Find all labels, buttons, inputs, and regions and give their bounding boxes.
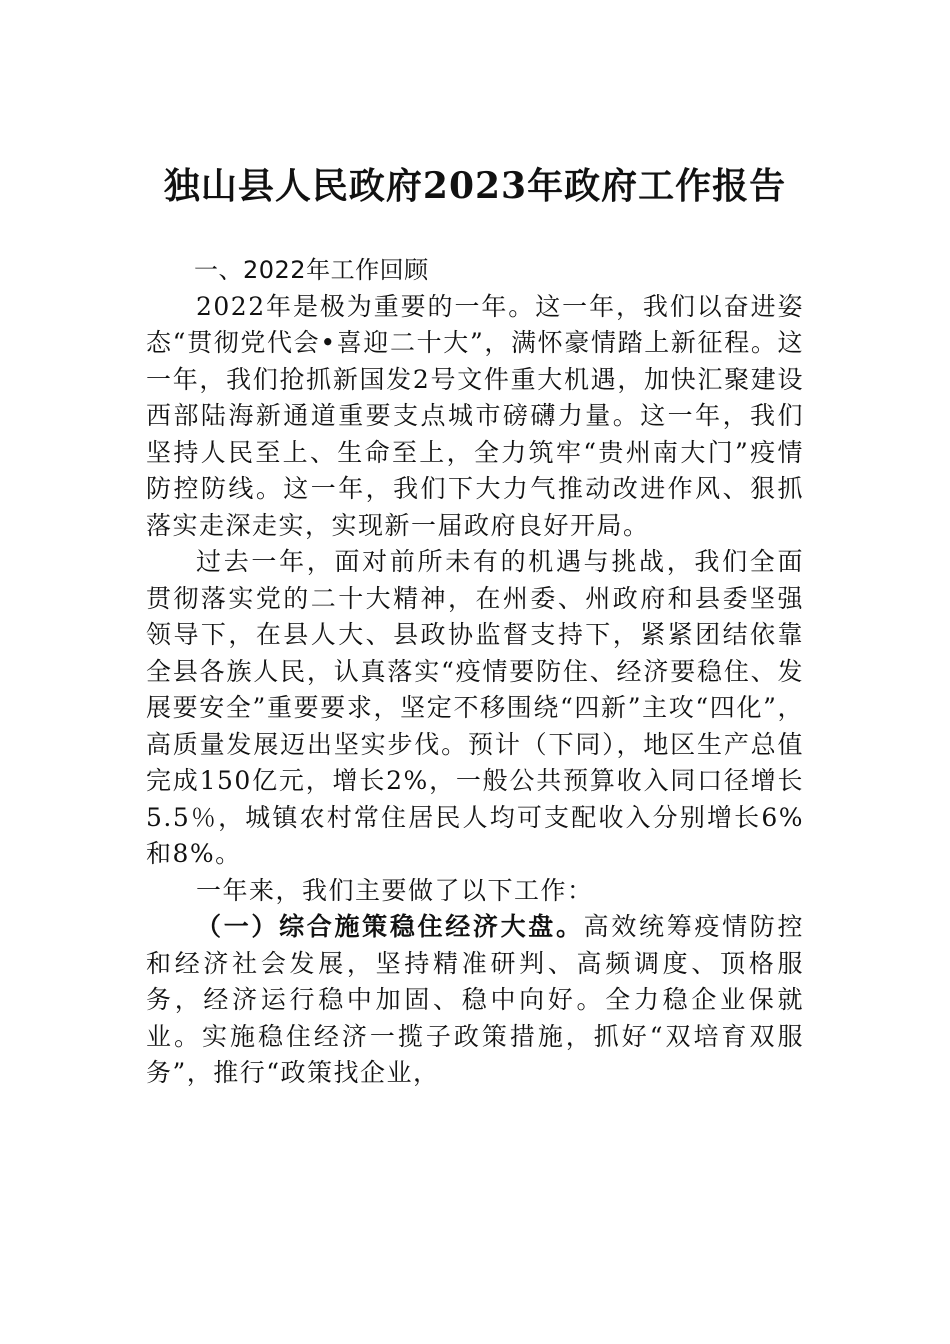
subsection-text: 高效统筹疫情防控和经济社会发展，坚持精准研判、高频调度、顶格服务，经济运行稳中加固、稳中向好。全力稳企业保就业。实施稳住经济一揽子政策措施，抓好“双培育双服务”，推行“政策找企业， xyxy=(146,912,804,1087)
document-body xyxy=(146,252,804,1092)
paragraph-intro: 2022年是极为重要的一年。这一年，我们以奋进姿态“贯彻党代会•喜迎二十大”，满怀豪情踏上新征程。这一年，我们抢抓新国发2号文件重大机遇，加快汇聚建设西部陆海新通道重要支点城市磅礴力量。这一年，我们坚持人民至上、生命至上，全力筑牢“贵州南大门”疫情防控防线。这一年，我们下大力气推动改进作风、狠抓落实走深走实，实现新一届政府良好开局。 xyxy=(146,291,804,540)
paragraph-work-summary: 一年来，我们主要做了以下工作： xyxy=(196,875,594,905)
paragraph-subsection-1 xyxy=(146,909,804,1092)
section-heading: 一、2022年工作回顾 xyxy=(194,256,429,284)
paragraph-review: 过去一年，面对前所未有的机遇与挑战，我们全面贯彻落实党的二十大精神，在州委、州政府和县委坚强领导下，在县人大、县政协监督支持下，紧紧团结依靠全县各族人民，认真落实“疫情要防住、经济要稳住、发展要安全”重要要求，坚定不移围绕“四新”主攻“四化”，高质量发展迈出坚实步伐。预计（下同），地区生产总值完成150亿元，增长2%，一般公共预算收入同口径增长5.5％，城镇农村常住居民人均可支配收入分别增长6%和8%。 xyxy=(146,547,804,868)
document-title: 独山县人民政府2023年政府工作报告 xyxy=(163,165,787,207)
subsection-heading: （一）综合施策稳住经济大盘。 xyxy=(196,912,584,941)
